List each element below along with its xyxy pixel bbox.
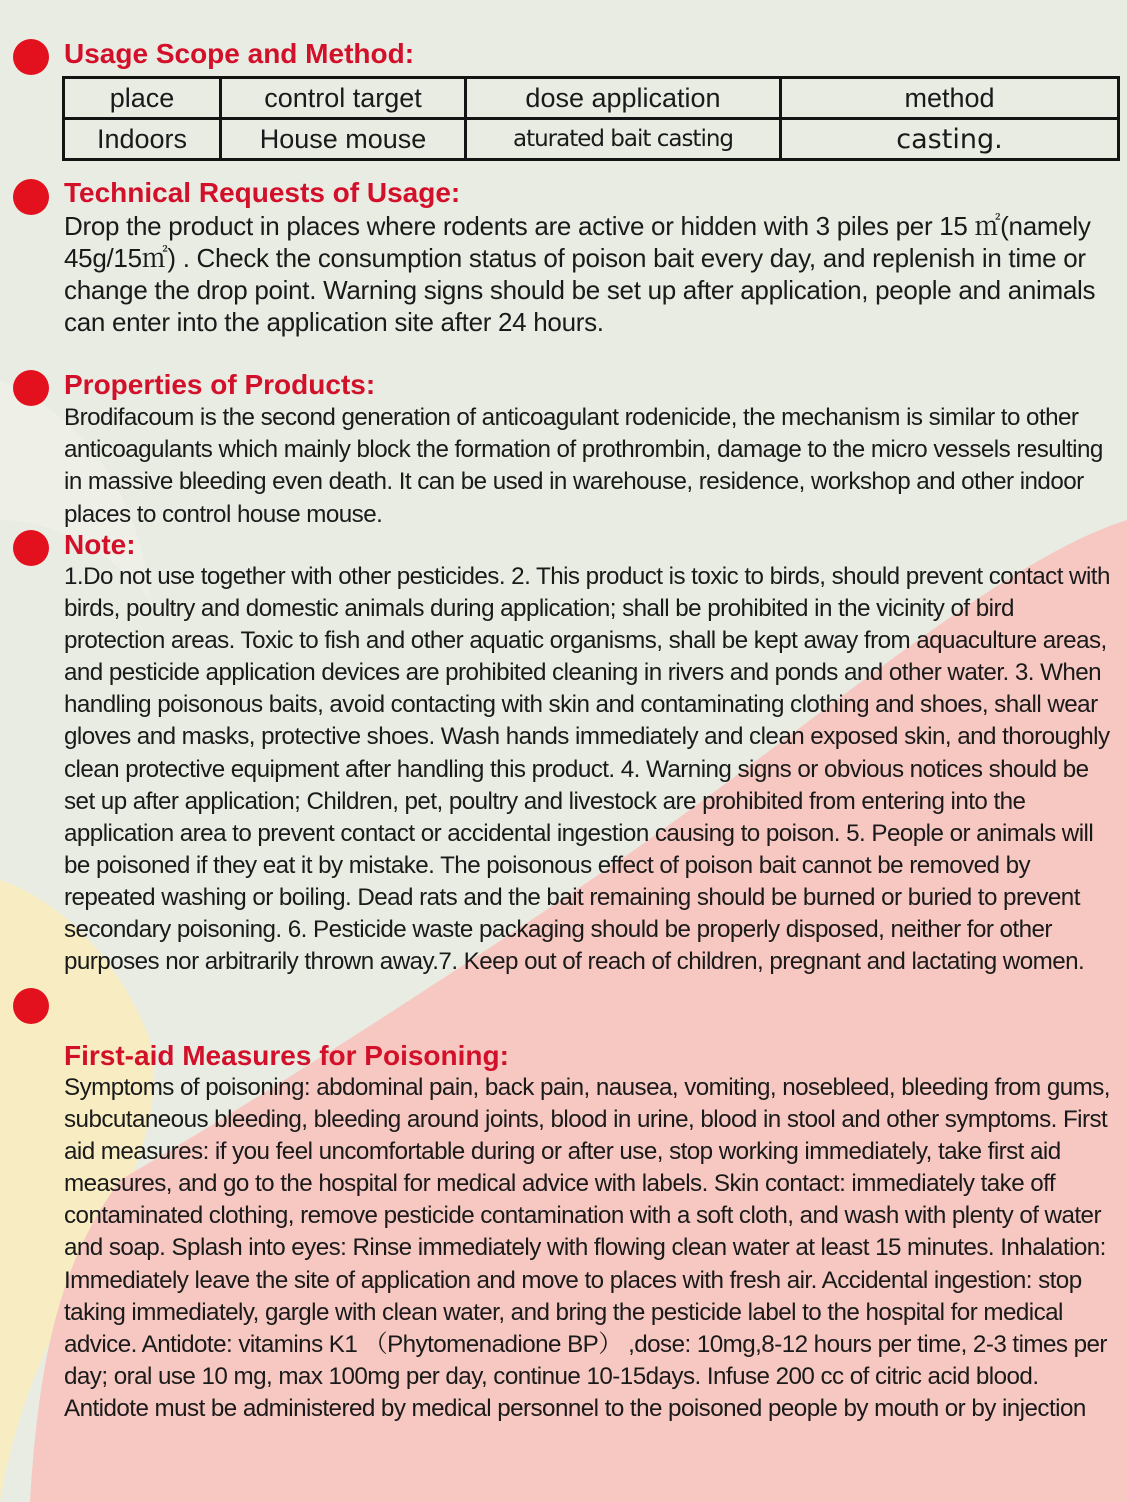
usage-header-dose-application: dose application [466,78,781,119]
usage-cell-dose-application: aturated bait casting [466,119,781,160]
first-aid-text: Symptoms of poisoning: abdominal pain, back pain, nausea, vomiting, nosebleed, bleeding from gums, subcutaneous bleeding, bleeding around joints, blood in urine, blood in stool and other symptoms. First aid measures: if you feel uncomfortable during or after use, stop working immediately, take first aid measures, and go to the hospital for medical advice with labels. Skin contact: immediately take off contaminated clothing, remove pesticide contamination with a soft cloth, and wash with plenty of water and soap. Splash into eyes: Rinse immediately with flowing clean water at least 15 minutes. Inhalation: Immediately leave the site of application and move to places with fresh air. Accidental ingestion: stop taking immediately, gargle with clean water, and bring the pesticide label to the hospital for medical advice. Antidote: vitamins K1 （Phytomenadione BP） ,dose: 10mg,8-12 hours per time, 2-3 times per day; oral use 10 mg, max 100mg per day, continue 10-15days. Infuse 200 cc of citric acid blood. Antidote must be administered by medical personnel to the poisoned people by mouth or by injection [64,1074,1110,1422]
usage-cell-control-target: House mouse [221,119,466,160]
usage-cell-place: Indoors [64,119,221,160]
section-bullet-properties [13,370,49,406]
section-bullet-technical [13,179,49,215]
usage-cell-method: casting. [781,119,1119,160]
usage-table-row [64,119,1119,160]
section-bullet-usage [13,39,49,75]
usage-header-control-target: control target [221,78,466,119]
note-text: 1.Do not use together with other pesticides. 2. This product is toxic to birds, should prevent contact with birds, poultry and domestic animals during application; shall be prohibited in the vicinity of bird protection areas. Toxic to fish and other aquatic organisms, shall be kept away from aquaculture areas, and pesticide application devices are prohibited cleaning in rivers and ponds and other water. 3. When handling poisonous baits, avoid contacting with skin and contaminating clothing and shoes, shall wear gloves and masks, protective shoes. Wash hands immediately and clean exposed skin, and thoroughly clean protective equipment after handling this product. 4. Warning signs or obvious notices should be set up after application; Children, pet, poultry and livestock are prohibited from entering into the application area to prevent contact or accidental ingestion causing to poison. 5. People or animals will be poisoned if they eat it by mistake. The poisonous effect of poison bait cannot be removed by repeated washing or boiling. Dead rats and the bait remaining should be burned or buried to prevent secondary poisoning. 6. Pesticide waste packaging should be properly disposed, neither for other purposes nor arbitrarily thrown away.7. Keep out of reach of children, pregnant and lactating women. [64,563,1110,976]
usage-table [62,76,1120,161]
technical-heading: Technical Requests of Usage: [64,177,461,208]
note-heading: Note: [64,529,136,560]
section-bullet-first-aid [13,988,49,1024]
technical-text: Drop the product in places where rodents are active or hidden with 3 piles per 15 ㎡(namely 45g/15㎡) . Check the consumption status of poison bait every day, and replenish in time or change the drop point. Warning signs should be set up after application, people and animals can enter into the application site after 24 hours. [64,211,1096,337]
usage-header-method: method [781,78,1119,119]
first-aid-heading: First-aid Measures for Poisoning: [64,1040,509,1071]
section-bullet-note [13,530,49,566]
usage-heading: Usage Scope and Method: [64,38,415,69]
properties-heading: Properties of Products: [64,369,376,400]
usage-table-header-row [64,78,1119,119]
usage-header-place: place [64,78,221,119]
properties-text: Brodifacoum is the second generation of anticoagulant rodenicide, the mechanism is similar to other anticoagulants which mainly block the formation of prothrombin, damage to the micro vessels resulting in massive bleeding even death. It can be used in warehouse, residence, workshop and other indoor places to control house mouse. [64,404,1103,528]
